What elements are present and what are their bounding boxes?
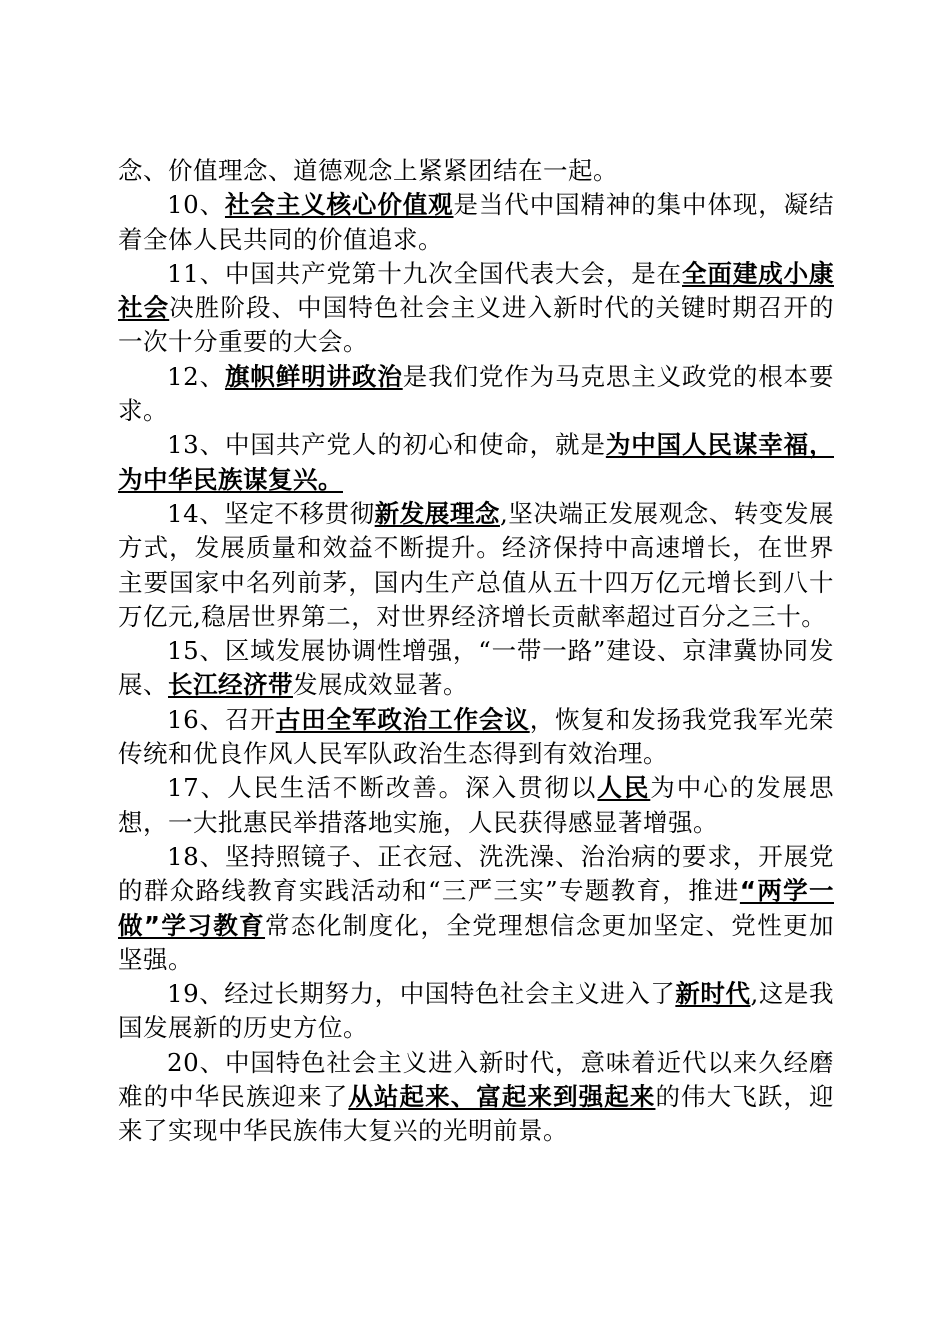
text-segment: 为中心的发展思想，一大批惠民举措落地实施，人民获得感显著增强。 [118,773,834,837]
keyword-answer: 为中国人民谋幸福，为中华民族谋复兴。 [118,430,834,494]
document-page [118,154,834,1149]
text-segment: 17、人民生活不断改善。深入贯彻以 [167,773,598,803]
text-segment: 决胜阶段、中国特色社会主义进入新时代的关键时期召开的一次十分重要的大会。 [118,293,834,357]
text-segment: 19、经过长期努力，中国特色社会主义进入了 [167,979,676,1009]
text-segment: 是我们党作为马克思主义政党的根本要求。 [118,361,834,426]
keyword-answer: 新时代 [675,979,751,1009]
keyword-answer: 长江经济带 [168,670,293,700]
text-segment: 发展成效显著。 [293,670,468,700]
keyword-answer: 社会主义核心价值观 [224,190,454,220]
paragraph-item-12 [118,360,834,429]
paragraph-item-11 [118,257,834,360]
text-segment: 20、中国特色社会主义进入新时代，意味着近代以来久经磨难的中华民族迎来了 [118,1047,834,1112]
keyword-answer: 全面建成小康社会 [118,258,834,323]
text-segment: 11、中国共产党第十九次全国代表大会，是在 [167,258,683,288]
text-segment: ，恢复和发扬我党我军光荣传统和优良作风人民军队政治生态得到有效治理。 [118,704,835,769]
paragraph-continuation [118,154,834,188]
paragraph-item-16 [118,703,834,772]
text-segment: 15、区域发展协调性增强，“一带一路”建设、京津冀协同发展、 [118,636,834,700]
paragraph-item-13 [118,428,834,497]
text-segment: 14、坚定不移贯彻 [167,498,375,528]
keyword-answer: 旗帜鲜明讲政治 [224,361,403,391]
keyword-answer: 新发展理念 [374,498,500,528]
keyword-answer: 从站起来、富起来到强起来 [348,1082,656,1112]
text-segment: 的伟大飞跃，迎来了实现中华民族伟大复兴的光明前景。 [118,1082,835,1146]
text-segment: 16、召开 [167,704,276,734]
paragraph-item-15 [118,634,834,703]
keyword-answer: 古田全军政治工作会议 [275,704,530,734]
text-segment: ,坚决端正发展观念、转变发展方式，发展质量和效益不断提升。经济保持中高速增长，在世界主要国家中名列前茅，国内生产总值从五十四万亿元增长到八十万亿元,稳居世界第二，对世界经济增长贡献率超过百分之三十。 [118,498,834,631]
keyword-answer: “两学一做”学习教育 [118,876,834,940]
paragraph-item-17 [118,771,834,840]
text-segment: 常态化制度化，全党理想信念更加坚定、党性更加坚强。 [118,910,834,974]
keyword-answer: 人民 [597,773,651,803]
text-segment: ,这是我国发展新的历史方位。 [118,979,834,1043]
paragraph-item-20 [118,1046,834,1149]
paragraph-item-10 [118,188,834,257]
text-segment: 是当代中国精神的集中体现，凝结着全体人民共同的价值追求。 [118,190,835,254]
text-segment: 13、中国共产党人的初心和使命，就是 [167,430,606,460]
text-segment: 10、 [167,190,225,220]
paragraph-item-14 [118,497,834,634]
paragraph-item-18 [118,840,834,977]
text-segment: 18、坚持照镜子、正衣冠、洗洗澡、治治病的要求，开展党的群众路线教育实践活动和“三严三实”专题教育，推进 [118,841,834,906]
text-segment: 念、价值理念、道德观念上紧紧团结在一起。 [118,156,618,185]
paragraph-item-19 [118,977,834,1046]
text-segment: 12、 [167,361,225,391]
